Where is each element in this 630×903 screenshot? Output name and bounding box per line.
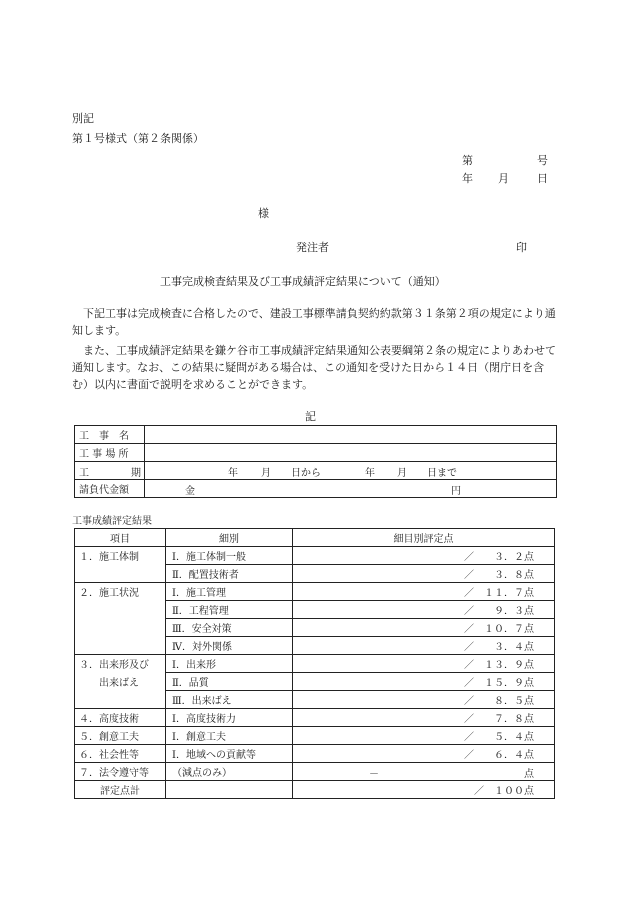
result-score: ／ ５．４点	[293, 727, 555, 745]
results-row-total	[75, 781, 555, 799]
result-detail: Ⅱ．品質	[166, 673, 293, 691]
result-detail: Ⅲ．安全対策	[166, 619, 293, 637]
results-row	[75, 655, 555, 673]
results-row	[75, 637, 555, 655]
result-item	[75, 691, 166, 709]
header-detail: 細別	[166, 529, 293, 547]
contract-label: 請負代金額	[75, 480, 145, 498]
compliance-score: 点	[524, 769, 534, 780]
result-detail: Ⅰ．出来形	[166, 655, 293, 673]
result-detail: Ⅲ．出来ばえ	[166, 691, 293, 709]
result-detail: Ⅰ．高度技術力	[166, 709, 293, 727]
work-name-label: 工 事 名	[75, 426, 145, 444]
total-detail	[166, 781, 293, 799]
result-detail: Ⅳ．対外関係	[166, 637, 293, 655]
appendix-label: 別記	[72, 112, 94, 125]
info-row-work-name	[75, 426, 557, 444]
results-row	[75, 619, 555, 637]
date-day: 日	[537, 172, 548, 185]
number-prefix: 第	[462, 154, 473, 167]
date-year: 年	[462, 172, 473, 185]
results-row	[75, 547, 555, 565]
header-score: 細目別評定点	[293, 529, 555, 547]
results-row	[75, 673, 555, 691]
body-paragraph-2: また、工事成績評定結果を鎌ケ谷市工事成績評定結果通知公表要綱第２条の規定によりあわせて通知します。なお、この結果に疑問がある場合は、この通知を受けた日から１４日（閉庁日を含む）以内に書面で説明を求めることができます。	[72, 344, 556, 391]
period-from-day: 日から	[291, 468, 321, 479]
results-row	[75, 709, 555, 727]
results-row-compliance	[75, 763, 555, 781]
seal-mark: 印	[516, 241, 527, 254]
result-score: ／ ９．３点	[293, 601, 555, 619]
period-from-year: 年	[228, 468, 238, 479]
result-item: ３．出来形及び	[75, 655, 166, 673]
date-month: 月	[498, 172, 509, 185]
info-row-work-place	[75, 444, 557, 462]
compliance-item: ７．法令遵守等	[75, 763, 166, 781]
compliance-detail: （減点のみ）	[166, 763, 293, 781]
results-caption: 工事成績評定結果	[72, 516, 152, 527]
period-label-a: 工	[79, 468, 89, 479]
result-detail: Ⅰ．創意工夫	[166, 727, 293, 745]
period-to-day: 日まで	[427, 468, 457, 479]
work-place-value	[145, 444, 557, 462]
result-detail: Ⅱ．工程管理	[166, 601, 293, 619]
result-item	[75, 601, 166, 619]
form-title: 第１号様式（第２条関係）	[72, 132, 204, 145]
result-item	[75, 619, 166, 637]
info-table	[74, 425, 557, 498]
total-score: ／ １００点	[293, 781, 555, 799]
period-value	[145, 462, 557, 480]
results-row	[75, 691, 555, 709]
results-row	[75, 565, 555, 583]
result-detail: Ⅰ．施工管理	[166, 583, 293, 601]
results-row	[75, 745, 555, 763]
period-to-month: 月	[397, 468, 407, 479]
document-title: 工事完成検査結果及び工事成績評定結果について（通知）	[160, 275, 446, 288]
result-detail: Ⅱ．配置技術者	[166, 565, 293, 583]
result-item: ６．社会性等	[75, 745, 166, 763]
result-score: ／ １５．９点	[293, 673, 555, 691]
total-item: 評定点計	[75, 781, 166, 799]
compliance-score-cell	[293, 763, 555, 781]
period-from-month: 月	[261, 468, 271, 479]
result-detail: Ⅰ．地域への貢献等	[166, 745, 293, 763]
ki-label: 記	[305, 410, 316, 423]
addressee-suffix: 様	[258, 207, 269, 220]
results-header-row	[75, 529, 555, 547]
result-score: ／ ３．８点	[293, 565, 555, 583]
contract-kin: 金	[185, 486, 195, 497]
result-item	[75, 565, 166, 583]
result-score: ／ ７．８点	[293, 709, 555, 727]
result-score: ／ ３．２点	[293, 547, 555, 565]
results-row	[75, 727, 555, 745]
contract-value	[145, 480, 557, 498]
header-item: 項目	[75, 529, 166, 547]
results-table	[74, 528, 555, 799]
results-row	[75, 601, 555, 619]
result-score: ／ ８．５点	[293, 691, 555, 709]
period-label	[75, 462, 145, 480]
result-detail: Ⅰ．施工体制一般	[166, 547, 293, 565]
result-item: 出来ばえ	[75, 673, 166, 691]
compliance-dash: －	[369, 769, 379, 780]
period-label-b: 期	[131, 468, 141, 479]
result-score: ／ １０．７点	[293, 619, 555, 637]
period-to-year: 年	[365, 468, 375, 479]
results-row	[75, 583, 555, 601]
info-row-contract	[75, 480, 557, 498]
result-item: ２．施工状況	[75, 583, 166, 601]
body-paragraph-1: 下記工事は完成検査に合格したので、建設工事標準請負契約約款第３１条第２項の規定により通知します。	[72, 307, 556, 337]
work-name-value	[145, 426, 557, 444]
result-score: ／ １３．９点	[293, 655, 555, 673]
info-row-period	[75, 462, 557, 480]
result-item	[75, 637, 166, 655]
result-item: ４．高度技術	[75, 709, 166, 727]
result-score: ／ １１．７点	[293, 583, 555, 601]
result-score: ／ ６．４点	[293, 745, 555, 763]
work-place-label: 工 事 場 所	[75, 444, 145, 462]
result-score: ／ ３．４点	[293, 637, 555, 655]
number-suffix: 号	[537, 154, 548, 167]
result-item: １．施工体制	[75, 547, 166, 565]
issuer-label: 発注者	[296, 241, 329, 254]
contract-yen: 円	[451, 486, 461, 497]
result-item: ５．創意工夫	[75, 727, 166, 745]
